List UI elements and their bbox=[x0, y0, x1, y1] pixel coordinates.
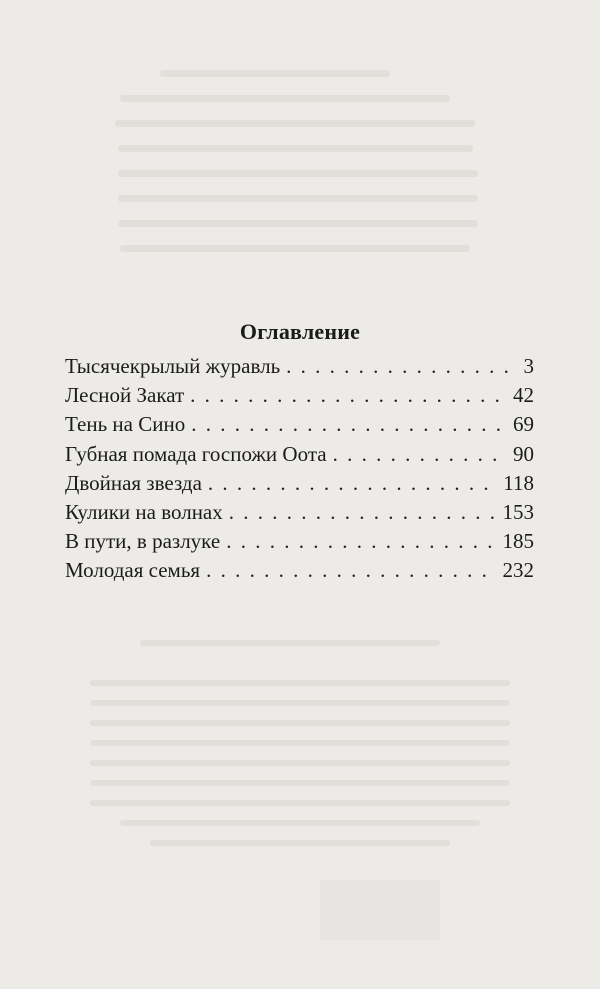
toc-entry bbox=[65, 410, 534, 439]
toc-entry-page: 232 bbox=[502, 558, 534, 583]
toc-dot-leader bbox=[229, 498, 497, 527]
toc-entry-page: 42 bbox=[513, 383, 534, 408]
toc-entry-page: 185 bbox=[502, 529, 534, 554]
toc-entry-title: Тень на Сино bbox=[65, 412, 186, 437]
toc-dot-leader bbox=[190, 381, 507, 410]
toc-entry-title: В пути, в разлуке bbox=[65, 529, 221, 554]
toc-entry bbox=[65, 527, 534, 556]
toc-entry bbox=[65, 469, 534, 498]
toc-entry bbox=[65, 440, 534, 469]
toc-dot-leader bbox=[226, 527, 496, 556]
toc-dot-leader bbox=[206, 556, 496, 585]
toc-dot-leader bbox=[333, 440, 507, 469]
toc-dot-leader bbox=[191, 410, 507, 439]
toc-entry-title: Тысячекрылый журавль bbox=[65, 354, 281, 378]
toc-entry bbox=[65, 556, 534, 585]
toc-entry-page: 69 bbox=[513, 412, 534, 437]
toc-dot-leader bbox=[286, 352, 517, 381]
toc-entry-title: Двойная звезда bbox=[65, 470, 202, 495]
toc-entry bbox=[65, 381, 534, 410]
toc-entry-title: Молодая семья bbox=[65, 558, 201, 583]
toc-entry-page: 3 bbox=[523, 354, 534, 378]
table-of-contents bbox=[65, 352, 534, 586]
page-title: Оглавление bbox=[239, 318, 361, 344]
toc-entry-page: 153 bbox=[502, 499, 534, 524]
toc-dot-leader bbox=[208, 469, 497, 498]
toc-entry bbox=[65, 498, 534, 527]
toc-entry-title: Кулики на волнах bbox=[65, 499, 223, 524]
toc-entry bbox=[65, 352, 534, 381]
toc-entry-page: 90 bbox=[513, 441, 534, 466]
toc-entry-page: 118 bbox=[503, 470, 534, 495]
toc-entry-title: Губная помада госпожи Оота bbox=[65, 441, 327, 466]
toc-entry-title: Лесной Закат bbox=[65, 383, 185, 408]
